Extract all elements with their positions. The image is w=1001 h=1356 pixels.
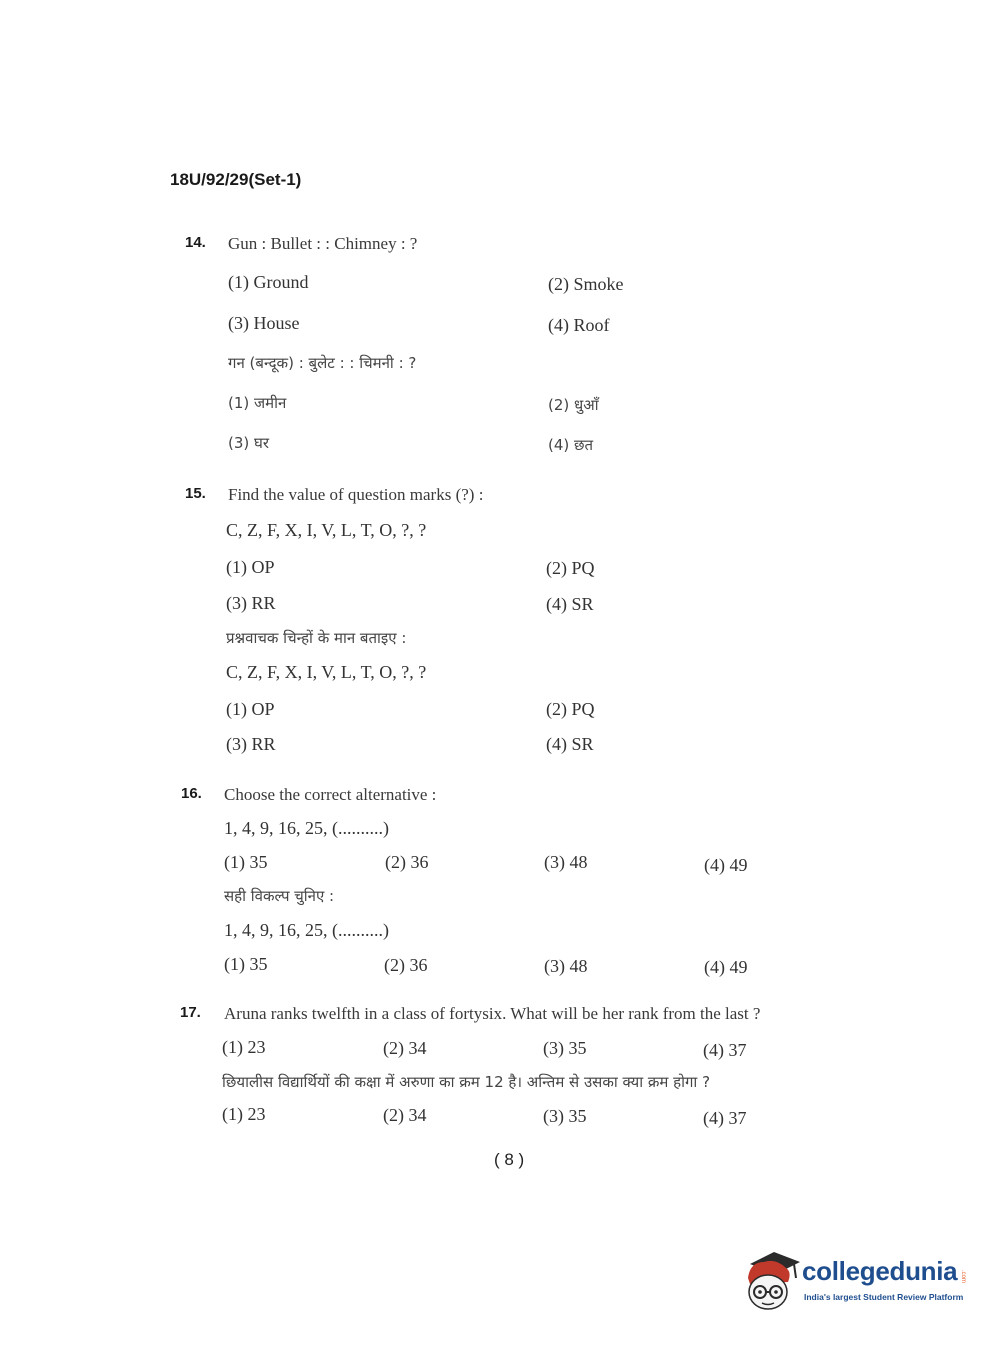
paper-code: 18U/92/29(Set-1) bbox=[170, 170, 302, 189]
brand-name: collegedunia bbox=[802, 1256, 958, 1286]
q15-hindi-option-4: (4) SR bbox=[546, 734, 594, 754]
q15-hindi-option-3: (3) RR bbox=[226, 734, 276, 754]
brand-tagline: India's largest Student Review Platform bbox=[804, 1292, 964, 1302]
brand-dotcom: .com bbox=[960, 1270, 966, 1284]
q14-hindi-option-2: (2) धुआँ bbox=[548, 396, 599, 414]
question-14-text: Gun : Bullet : : Chimney : ? bbox=[228, 234, 418, 253]
q14-hindi-option-4: (4) छत bbox=[548, 436, 594, 454]
question-17-text: Aruna ranks twelfth in a class of fortysix. What will be her rank from the last ? bbox=[224, 1004, 761, 1023]
collegedunia-logo bbox=[742, 1248, 972, 1318]
q14-option-2: (2) Smoke bbox=[548, 274, 624, 294]
q14-hindi-option-3: (3) घर bbox=[228, 434, 270, 452]
q17-hindi-option-1: (1) 23 bbox=[222, 1104, 266, 1124]
q17-hindi-option-3: (3) 35 bbox=[543, 1106, 587, 1126]
q16-series: 1, 4, 9, 16, 25, (..........) bbox=[224, 818, 389, 838]
q14-hindi-text: गन (बन्दूक) : बुलेट : : चिमनी : ? bbox=[228, 354, 417, 372]
question-16-number: 16. bbox=[181, 785, 202, 802]
q16-hindi-series: 1, 4, 9, 16, 25, (..........) bbox=[224, 920, 389, 940]
q17-hindi-option-4: (4) 37 bbox=[703, 1108, 747, 1128]
q16-hindi-option-1: (1) 35 bbox=[224, 954, 268, 974]
q17-option-1: (1) 23 bbox=[222, 1037, 266, 1057]
q15-hindi-option-1: (1) OP bbox=[226, 699, 275, 719]
q16-option-4: (4) 49 bbox=[704, 855, 748, 875]
q14-option-3: (3) House bbox=[228, 313, 300, 333]
q16-hindi-option-3: (3) 48 bbox=[544, 956, 588, 976]
question-17-number: 17. bbox=[180, 1004, 201, 1021]
q15-option-3: (3) RR bbox=[226, 593, 276, 613]
q15-hindi-series: C, Z, F, X, I, V, L, T, O, ?, ? bbox=[226, 662, 427, 682]
q14-option-1: (1) Ground bbox=[228, 272, 309, 292]
q15-hindi-text: प्रश्नवाचक चिन्हों के मान बताइए : bbox=[226, 629, 407, 647]
q15-option-1: (1) OP bbox=[226, 557, 275, 577]
q16-hindi-text: सही विकल्प चुनिए : bbox=[224, 887, 335, 905]
page-number: ( 8 ) bbox=[494, 1150, 525, 1169]
question-15-number: 15. bbox=[185, 485, 206, 502]
q15-series: C, Z, F, X, I, V, L, T, O, ?, ? bbox=[226, 520, 427, 540]
q15-option-4: (4) SR bbox=[546, 594, 594, 614]
q16-hindi-option-2: (2) 36 bbox=[384, 955, 428, 975]
question-14-number: 14. bbox=[185, 234, 206, 251]
question-16-text: Choose the correct alternative : bbox=[224, 785, 437, 804]
q17-option-2: (2) 34 bbox=[383, 1038, 427, 1058]
q15-option-2: (2) PQ bbox=[546, 558, 595, 578]
q16-option-3: (3) 48 bbox=[544, 852, 588, 872]
q16-hindi-option-4: (4) 49 bbox=[704, 957, 748, 977]
q17-hindi-option-2: (2) 34 bbox=[383, 1105, 427, 1125]
question-15-text: Find the value of question marks (?) : bbox=[228, 485, 484, 504]
mascot-icon bbox=[742, 1248, 802, 1314]
q16-option-1: (1) 35 bbox=[224, 852, 268, 872]
q17-option-4: (4) 37 bbox=[703, 1040, 747, 1060]
q14-option-4: (4) Roof bbox=[548, 315, 610, 335]
q17-hindi-text: छियालीस विद्यार्थियों की कक्षा में अरुणा का क्रम 12 है। अन्तिम से उसका क्या क्रम होगा ? bbox=[222, 1073, 711, 1091]
q16-option-2: (2) 36 bbox=[385, 852, 429, 872]
q17-option-3: (3) 35 bbox=[543, 1038, 587, 1058]
q14-hindi-option-1: (1) जमीन bbox=[228, 394, 287, 412]
q15-hindi-option-2: (2) PQ bbox=[546, 699, 595, 719]
